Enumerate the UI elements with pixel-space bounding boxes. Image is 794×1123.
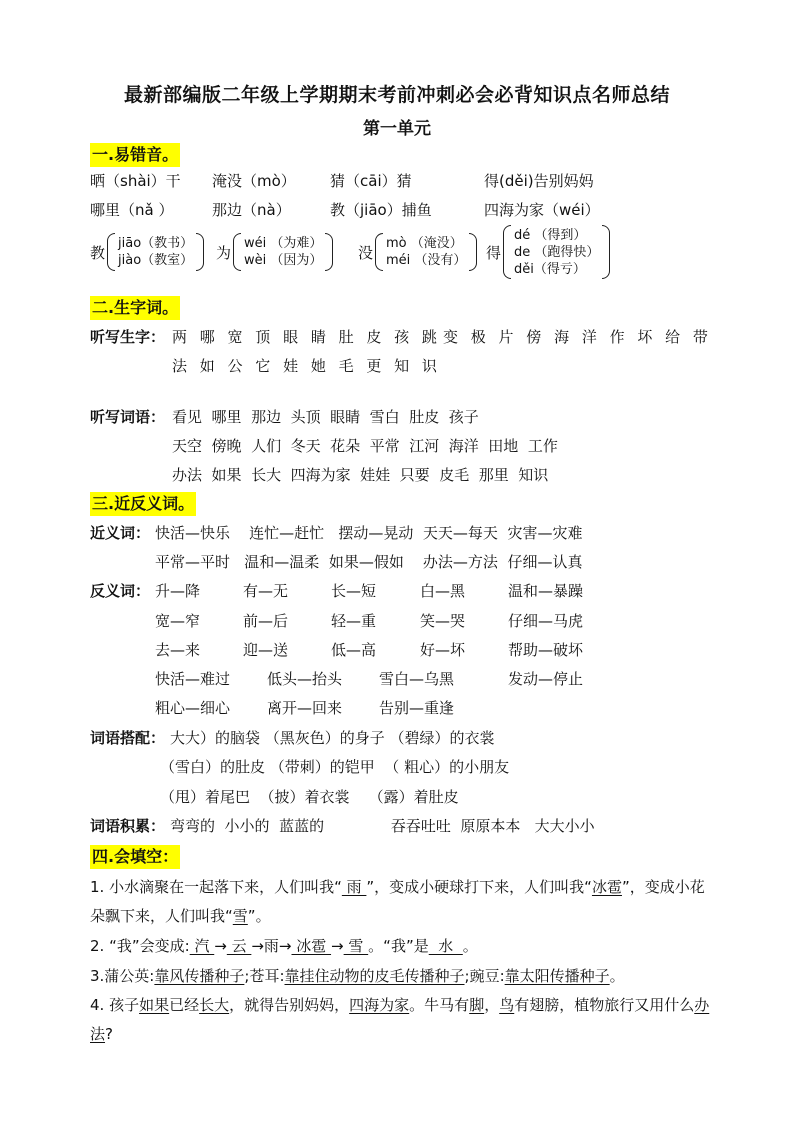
left-brace	[375, 233, 383, 271]
char-list: 变 极 片 傍 海 洋 作 坏 给 带	[443, 328, 712, 346]
antonym-pair: 轻—重	[331, 612, 377, 630]
right-brace	[196, 233, 204, 271]
label-collocation: 词语搭配：	[90, 729, 166, 747]
answer-blank: 汽	[189, 937, 215, 955]
polyphone-group	[486, 225, 610, 279]
polyphone-group	[358, 233, 477, 271]
text: 。	[462, 937, 478, 955]
antonym-pair: 快活—难过	[155, 670, 231, 688]
text: 1. 小水滴聚在一起落下来，人们叫我“	[90, 878, 342, 896]
arrow: →	[331, 937, 344, 955]
polyphone-reading: de （跑得快）	[514, 244, 600, 260]
answer-blank: 冰雹	[591, 878, 622, 896]
antonym-pair: 粗心—细心	[155, 699, 231, 717]
antonym-pair: 白—黑	[420, 582, 466, 600]
word-list: 天空 傍晚 人们 冬天 花朵 平常 江河 海洋 田地 工作	[172, 437, 558, 455]
antonym-pair: 升—降	[155, 582, 201, 600]
label-synonyms: 近义词：	[90, 524, 151, 542]
fill-paragraph-4	[90, 991, 710, 1049]
text: ”，变成小花朵飘下来，人们叫我“	[90, 878, 705, 925]
answer-blank: 靠太阳传播种子	[504, 967, 610, 985]
polyphone-reading: dé （得到）	[514, 227, 587, 243]
antonym-pair: 低—高	[331, 641, 377, 659]
polyphone-char: 没	[358, 243, 374, 262]
text: ”，变成小硬球打下来，人们叫我“	[366, 878, 592, 896]
text: 。“我”是	[368, 937, 429, 955]
antonym-pair: 雪白—乌黑	[379, 670, 455, 688]
label-antonyms: 反义词：	[90, 582, 151, 600]
polyphone-reading: jiào（教室）	[118, 253, 194, 268]
word-list: 办法 如果 长大 四海为家 娃娃 只要 皮毛 那里 知识	[172, 466, 549, 484]
answer-blank: 靠挂住动物的皮毛传播种子	[284, 967, 465, 985]
antonym-pair: 温和—暴躁	[508, 582, 584, 600]
collocation-line: （甩）着尾巴 （披）着衣裳 （露）着肚皮	[160, 788, 459, 806]
answer-blank: 如果	[139, 996, 170, 1014]
text: ，	[484, 996, 500, 1014]
pinyin-item: 晒（shài）干	[90, 172, 181, 190]
collocation-line: 大大）的脑袋 （黑灰色）的身子 （碧绿）的衣裳	[170, 729, 495, 747]
synonym-list: 快活—快乐 连忙—赶忙 摆动—晃动 天天—每天 灾害—灾难	[155, 524, 583, 542]
antonym-pair: 告别—重逢	[379, 699, 455, 717]
answer-blank: 云	[226, 937, 252, 955]
polyphone-reading: jiāo（教书）	[118, 236, 194, 251]
section-heading-characters: 二.生字词。	[90, 296, 180, 320]
antonym-pair: 离开—回来	[267, 699, 343, 717]
left-brace	[233, 233, 241, 271]
text: ;豌豆:	[464, 967, 505, 985]
answer-blank: 雨	[341, 878, 367, 896]
pinyin-item: 四海为家（wéi）	[484, 201, 600, 219]
section-heading-synonyms: 三.近反义词。	[90, 492, 196, 516]
polyphone-reading: mò （淹没）	[386, 236, 463, 251]
text: →雨→	[251, 937, 292, 955]
text: 2. “我”会变成:	[90, 937, 190, 955]
text: 。牛马有	[409, 996, 470, 1014]
answer-blank: 雪	[343, 937, 369, 955]
polyphone-char: 教	[90, 243, 106, 262]
polyphone-reading: wèi （因为）	[244, 253, 323, 268]
answer-blank: 雪	[232, 907, 248, 925]
char-list: 法 如 公 它 娃 她 毛 更 知 识	[172, 357, 441, 375]
label-accumulation: 词语积累：	[90, 817, 166, 835]
answer-blank: 长大	[199, 996, 230, 1014]
text: 。	[609, 967, 625, 985]
word-list: 看见 哪里 那边 头顶 眼睛 雪白 肚皮 孩子	[172, 408, 479, 426]
antonym-pair: 笑—哭	[420, 612, 466, 630]
fill-paragraph-2	[90, 932, 710, 961]
antonym-pair: 好—坏	[420, 641, 466, 659]
polyphone-group	[216, 233, 333, 271]
arrow: →	[214, 937, 227, 955]
pinyin-item: 猜（cāi）猜	[330, 172, 412, 190]
polyphone-char: 为	[216, 243, 232, 262]
answer-blank: 水	[428, 937, 463, 955]
label-dictation-chars: 听写生字：	[90, 328, 166, 346]
answer-blank: 冰雹	[291, 937, 332, 955]
answer-blank: 脚	[469, 996, 485, 1014]
unit-title: 第一单元	[363, 119, 431, 139]
text: 3.蒲公英:	[90, 967, 155, 985]
text: 有翅膀，植物旅行又用什么	[514, 996, 695, 1014]
right-brace	[602, 225, 610, 279]
text: ，就得告别妈妈，	[229, 996, 350, 1014]
left-brace	[503, 225, 511, 279]
antonym-pair: 宽—窄	[155, 612, 201, 630]
text: ?	[105, 1025, 113, 1043]
polyphone-char: 得	[486, 243, 502, 262]
antonym-pair: 长—短	[331, 582, 377, 600]
polyphone-group	[90, 233, 204, 271]
section-heading-pronunciation: 一.易错音。	[90, 143, 180, 167]
fill-paragraph-3	[90, 962, 710, 991]
text: 已经	[169, 996, 200, 1014]
answer-blank: 四海为家	[349, 996, 410, 1014]
antonym-pair: 发动—停止	[508, 670, 584, 688]
antonym-pair: 前—后	[243, 612, 289, 630]
text: ”。	[247, 907, 271, 925]
polyphone-reading: méi （没有）	[386, 253, 467, 268]
polyphone-reading: děi（得亏）	[514, 261, 586, 277]
left-brace	[107, 233, 115, 271]
answer-blank: 鸟	[499, 996, 515, 1014]
antonym-pair: 去—来	[155, 641, 201, 659]
pinyin-item: 淹没（mò）	[212, 172, 296, 190]
fill-paragraph-1	[90, 873, 710, 931]
antonym-pair: 仔细—马虎	[508, 612, 584, 630]
collocation-line: （雪白）的肚皮 （带刺）的铠甲 （ 粗心）的小朋友	[160, 758, 510, 776]
antonym-pair: 迎—送	[243, 641, 289, 659]
pinyin-item: 哪里（nǎ ）	[90, 201, 174, 219]
text: ;苍耳:	[244, 967, 285, 985]
antonym-pair: 帮助—破坏	[508, 641, 584, 659]
char-list: 两 哪 宽 顶 眼 睛 肚 皮 孩 跳	[172, 328, 441, 346]
antonym-pair: 低头—抬头	[267, 670, 343, 688]
answer-blank: 办法	[90, 996, 710, 1043]
pinyin-item: 那边（nà）	[212, 201, 291, 219]
pinyin-item: 教（jiāo）捕鱼	[330, 201, 432, 219]
accumulation-line: 弯弯的 小小的 蓝蓝的 吞吞吐吐 原原本本 大大小小	[170, 817, 595, 835]
text: 4. 孩子	[90, 996, 140, 1014]
section-heading-fill-blanks: 四.会填空：	[90, 845, 180, 869]
pinyin-item: 得(děi)告别妈妈	[484, 172, 594, 190]
label-dictation-words: 听写词语：	[90, 408, 166, 426]
answer-blank: 靠风传播种子	[154, 967, 245, 985]
polyphone-reading: wéi （为难）	[244, 236, 323, 251]
antonym-pair: 有—无	[243, 582, 289, 600]
synonym-list: 平常—平时 温和—温柔 如果—假如 办法—方法 仔细—认真	[155, 553, 583, 571]
page-title: 最新部编版二年级上学期期末考前冲刺必会必背知识点名师总结	[123, 84, 670, 106]
right-brace	[325, 233, 333, 271]
right-brace	[469, 233, 477, 271]
